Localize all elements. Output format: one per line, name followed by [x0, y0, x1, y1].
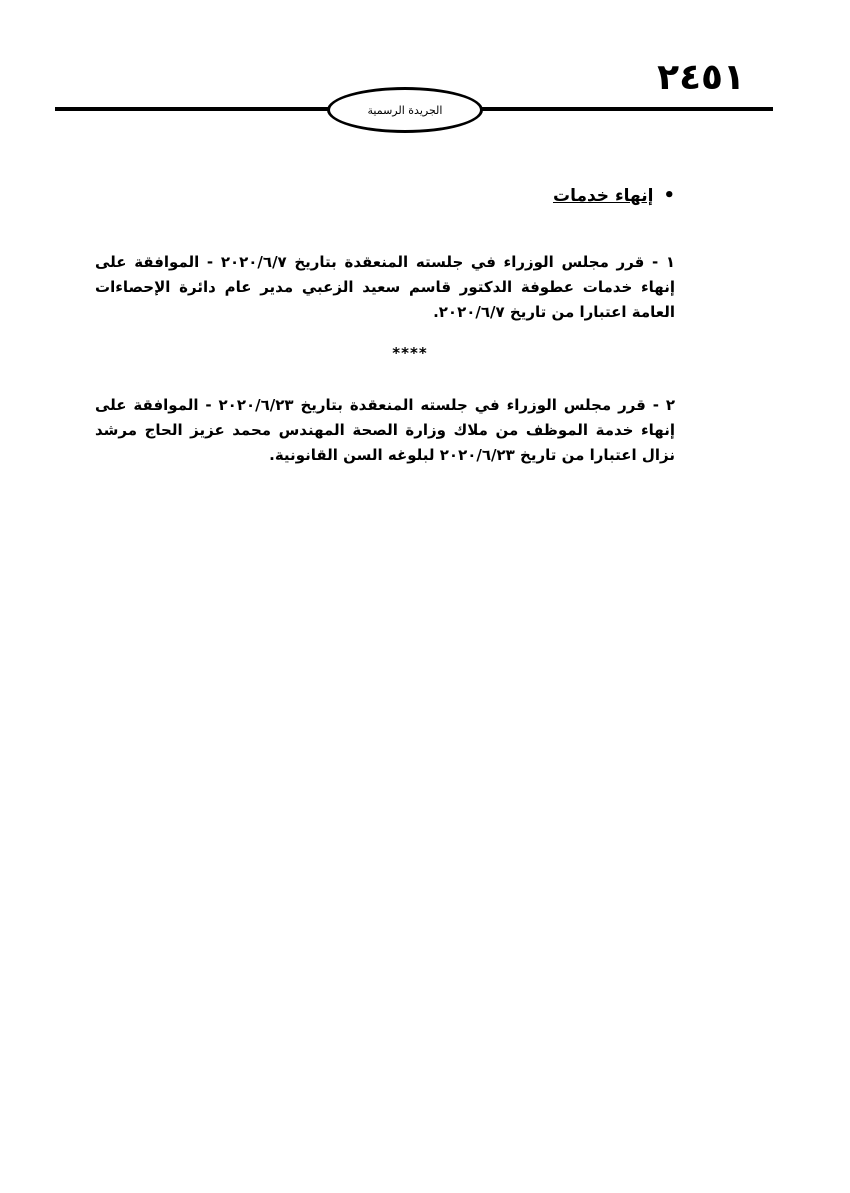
page-number: ٢٤٥١	[657, 57, 745, 98]
decision-paragraph-1: ١ - قرر مجلس الوزراء في جلسته المنعقدة بتاريخ ٢٠٢٠/٦/٧ - الموافقة على إنهاء خدمات عطوفة الدكتور قاسم سعيد الزعبي مدير عام دائرة الإحصاءات العامة اعتبارا من تاريخ ٢٠٢٠/٦/٧.	[95, 253, 676, 321]
gazette-title: الجريدة الرسمية	[367, 103, 443, 117]
section-heading	[95, 185, 675, 206]
bullet-icon: •	[663, 185, 675, 206]
section-title: إنهاء خدمات	[552, 186, 654, 206]
gazette-title-oval	[327, 87, 483, 133]
separator: ****	[392, 344, 428, 362]
decision-paragraph-2: ٢ - قرر مجلس الوزراء في جلسته المنعقدة بتاريخ ٢٠٢٠/٦/٢٣ - الموافقة على إنهاء خدمة الموظف من ملاك وزارة الصحة المهندس محمد عزيز الحاج مرشد نزال اعتبارا من تاريخ ٢٠٢٠/٦/٢٣ لبلوغه السن القانونية.	[95, 396, 676, 464]
